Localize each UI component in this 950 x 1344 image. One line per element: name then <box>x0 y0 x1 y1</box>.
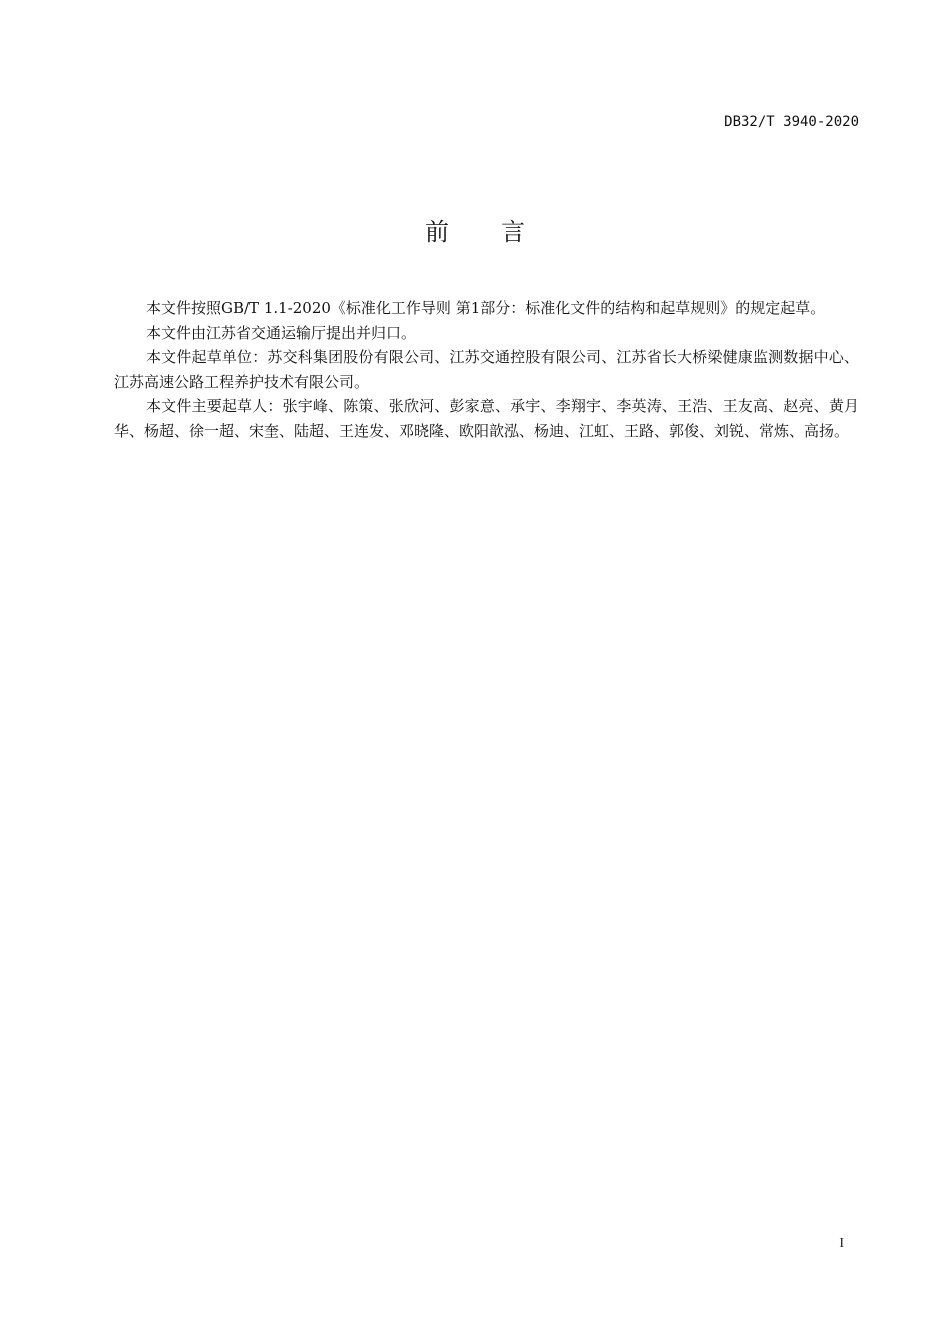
paragraph-proposer: 本文件由江苏省交通运输厅提出并归口。 <box>146 323 417 342</box>
preface-body <box>114 296 859 443</box>
page-title: 前言 <box>425 218 577 246</box>
document-code: DB32/T 3940-2020 <box>724 114 859 130</box>
paragraph-drafting-rules: 本文件按照GB/T 1.1-2020《标准化工作导则 第1部分：标准化文件的结构和起草规则》的规定起草。 <box>146 299 826 317</box>
page-number: I <box>839 1236 844 1251</box>
paragraph-drafting-units: 本文件起草单位：苏交科集团股份有限公司、江苏交通控股有限公司、江苏省长大桥梁健康监测数据中心、江苏高速公路工程养护技术有限公司。 <box>114 348 859 391</box>
paragraph-drafters: 本文件主要起草人：张宇峰、陈策、张欣河、彭家意、承宇、李翔宇、李英涛、王浩、王友高、赵亮、黄月华、杨超、徐一超、宋奎、陆超、王连发、邓晓隆、欧阳歆泓、杨迪、江虹、王路、郭俊、刘锐、常炼、高扬。 <box>114 397 859 440</box>
